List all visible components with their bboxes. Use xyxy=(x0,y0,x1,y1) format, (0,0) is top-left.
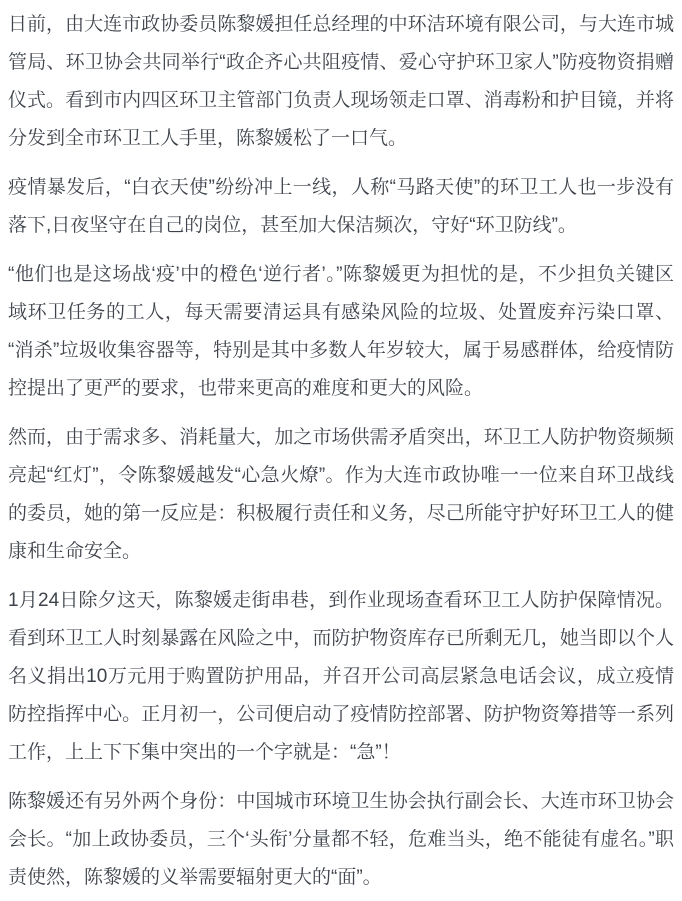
article-paragraph-1: 日前，由大连市政协委员陈黎媛担任总经理的中环洁环境有限公司，与大连市城管局、环卫协会共同举行“政企齐心共阻疫情、爱心守护环卫家人”防疫物资捐赠仪式。看到市内四区环卫主管部门负责人现场领走口罩、消毒粉和护目镜，并将分发到全市环卫工人手里，陈黎媛松了一口气。 xyxy=(8,14,674,149)
article-paragraph-6: 陈黎媛还有另外两个身份：中国城市环境卫生协会执行副会长、大连市环卫协会会长。“加上政协委员，三个‘头衔’分量都不轻，危难当头，绝不能徒有虚名。”职责使然，陈黎媛的义举需要辐射更大的“面”。 xyxy=(8,791,674,888)
article-paragraph-3: “他们也是这场战‘疫’中的橙色‘逆行者’。”陈黎媛更为担忧的是，不少担负关键区域环卫任务的工人，每天需要清运具有感染风险的垃圾、处置废弃污染口罩、“消杀”垃圾收集容器等，特别是其中多数人年岁较大，属于易感群体，给疫情防控提出了更严的要求，也带来更高的难度和更大的风险。 xyxy=(8,264,674,399)
article-paragraph-2: 疫情暴发后，“白衣天使”纷纷冲上一线，人称“马路天使”的环卫工人也一步没有落下,日夜坚守在自己的岗位，甚至加大保洁频次，守好“环卫防线”。 xyxy=(8,177,674,236)
article-body xyxy=(8,6,674,897)
article-paragraph-4: 然而，由于需求多、消耗量大，加之市场供需矛盾突出，环卫工人防护物资频频亮起“红灯”，令陈黎媛越发“心急火燎”。作为大连市政协唯一一位来自环卫战线的委员，她的第一反应是：积极履行责任和义务，尽己所能守护好环卫工人的健康和生命安全。 xyxy=(8,427,674,562)
article-paragraph-5: 1月24日除夕这天，陈黎媛走街串巷，到作业现场查看环卫工人防护保障情况。看到环卫工人时刻暴露在风险之中，而防护物资库存已所剩无几，她当即以个人名义捐出10万元用于购置防护用品，并召开公司高层紧急电话会议，成立疫情防控指挥中心。正月初一，公司便启动了疫情防控部署、防护物资筹措等一系列工作，上上下下集中突出的一个字就是：“急”！ xyxy=(8,590,674,763)
